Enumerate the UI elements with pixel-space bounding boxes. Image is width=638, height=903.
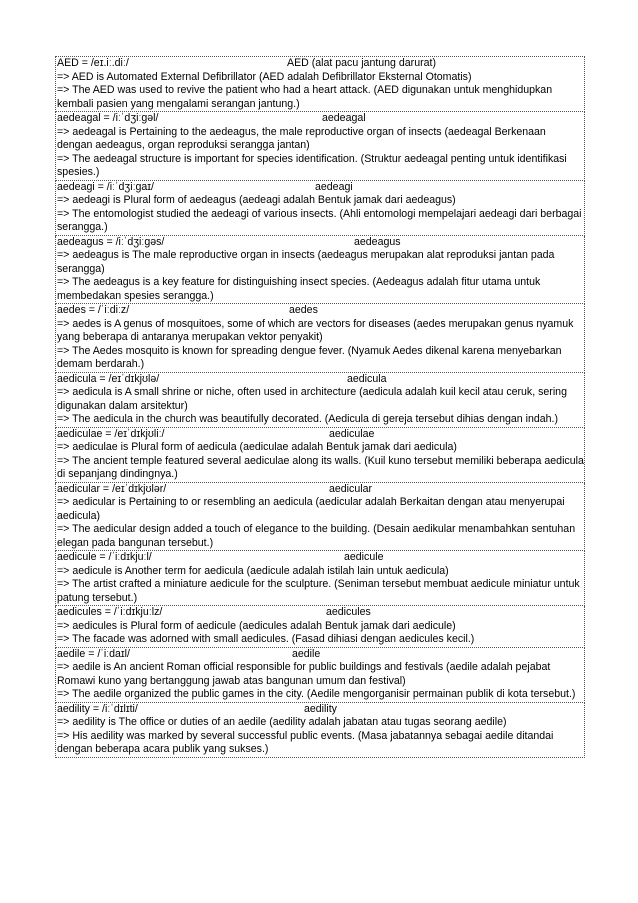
entry-word: aedeagal xyxy=(322,112,366,124)
entry-header xyxy=(57,57,584,71)
entry-example: => The aedicular design added a touch of elegance to the building. (Desain aedikular menambahkan sentuhan elegan pada bangunan tersebut.) xyxy=(57,523,576,549)
entry-example: => The ancient temple featured several aediculae along its walls. (Kuil kuno tersebut memiliki beberapa aedicula di sepanjang dindingnya.) xyxy=(57,454,584,480)
entry-header xyxy=(57,428,584,442)
entry-example: => The AED was used to revive the patient who had a heart attack. (AED digunakan untuk menghidupkan kembali pasien yang mengalami serangan jantung.) xyxy=(57,84,553,110)
entry-word: aedeagus xyxy=(354,235,401,248)
entry-aediculae xyxy=(55,428,585,483)
entry-pronunciation: aedicular = /eɪˈdɪkjʊlər/ xyxy=(57,482,167,495)
entry-pronunciation: aedile = /ˈiːdaɪl/ xyxy=(57,647,130,660)
entry-aed xyxy=(55,57,585,112)
entry-definition: => aedile is An ancient Roman official responsible for public buildings and festivals (aedile adalah pejabat Romawi kuno yang bertanggung jawab atas bangunan umum dan festival) xyxy=(57,661,551,687)
entry-example: => The facade was adorned with small aedicules. (Fasad dihiasi dengan aedicules kecil.) xyxy=(57,633,475,645)
entry-header xyxy=(57,551,584,565)
entry-aedeagus xyxy=(55,236,585,305)
entry-word: aedes xyxy=(289,304,318,316)
entry-header xyxy=(57,112,584,126)
entry-definition: => aedicular is Pertaining to or resembling an aedicula (aedicular adalah Berkaitan dengan atau menyerupai aedicula) xyxy=(57,496,565,522)
entry-aedile xyxy=(55,648,585,703)
entry-definition: => AED is Automated External Defibrillator (AED adalah Defibrillator Eksternal Otomatis) xyxy=(57,70,472,83)
entry-pronunciation: aedeagal = /iːˈdʒiːɡəl/ xyxy=(57,112,159,124)
entry-example: => The entomologist studied the aedeagi of various insects. (Ahli entomologi mempelajari aedeagi dari berbagai serangga.) xyxy=(57,207,582,233)
entry-example: => The aedile organized the public games in the city. (Aedile mengorganisir permainan publik di kota tersebut.) xyxy=(57,688,576,700)
entry-example: => The Aedes mosquito is known for spreading dengue fever. (Nyamuk Aedes dikenal karena menyebarkan demam berdarah.) xyxy=(57,344,562,370)
entry-example: => His aedility was marked by several successful public events. (Masa jabatannya sebagai aedile ditandai dengan beberapa acara publik yang sukses.) xyxy=(57,729,554,755)
entry-aedes xyxy=(55,304,585,373)
entry-aedility xyxy=(55,703,585,758)
glossary-table xyxy=(55,56,585,758)
entry-definition: => aedicule is Another term for aedicula (aedicule adalah istilah lain untuk aedicula) xyxy=(57,564,449,577)
entry-word: aedeagi xyxy=(315,180,353,193)
entry-pronunciation: aedicula = /eɪˈdɪkjʊlə/ xyxy=(57,372,160,385)
entry-aedicule xyxy=(55,551,585,606)
entry-header xyxy=(57,181,584,195)
entry-word: AED (alat pacu jantung darurat) xyxy=(287,57,436,69)
entry-definition: => aedeagal is Pertaining to the aedeagus, the male reproductive organ of insects (aedeagal Berkenaan dengan aedeagus, organ reproduksi serangga jantan) xyxy=(57,125,546,151)
entry-example: => The aedeagal structure is important for species identification. (Struktur aedeagal penting untuk identifikasi spesies.) xyxy=(57,152,567,178)
entry-header xyxy=(57,606,584,620)
entry-pronunciation: aedicule = /ˈiːdɪkjuːl/ xyxy=(57,551,152,563)
entry-aedicula xyxy=(55,373,585,428)
entry-word: aedicule xyxy=(344,551,384,563)
entry-word: aedicula xyxy=(347,372,387,385)
entry-word: aediculae xyxy=(329,427,375,440)
entry-aedicular xyxy=(55,483,585,552)
entry-header xyxy=(57,373,584,387)
entry-header xyxy=(57,703,584,717)
entry-definition: => aedility is The office or duties of an aedile (aedility adalah jabatan atau tugas seorang aedile) xyxy=(57,716,507,728)
entry-definition: => aedes is A genus of mosquitoes, some of which are vectors for diseases (aedes merupakan genus nyamuk yang beberapa di antaranya merupakan vektor penyakit) xyxy=(57,317,574,343)
entry-definition: => aedicules is Plural form of aedicule (aedicules adalah Bentuk jamak dari aedicule) xyxy=(57,619,456,632)
entry-header xyxy=(57,304,584,318)
entry-definition: => aedeagi is Plural form of aedeagus (aedeagi adalah Bentuk jamak dari aedeagus) xyxy=(57,194,456,206)
entry-aedeagi xyxy=(55,181,585,236)
entry-pronunciation: aedes = /ˈiːdiːz/ xyxy=(57,304,130,316)
entry-pronunciation: aedicules = /ˈiːdɪkjuːlz/ xyxy=(57,606,163,618)
entry-pronunciation: aedility = /iːˈdɪlɪti/ xyxy=(57,702,138,715)
entry-example: => The artist crafted a miniature aedicule for the sculpture. (Seniman tersebut membuat aedicule miniatur untuk patung tersebut.) xyxy=(57,578,580,604)
entry-aedicules xyxy=(55,606,585,648)
entry-example: => The aedicula in the church was beautifully decorated. (Aedicula di gereja tersebut dihias dengan indah.) xyxy=(57,413,558,425)
entry-aedeagal xyxy=(55,112,585,181)
entry-pronunciation: AED = /eɪ.iː.diː/ xyxy=(57,57,129,69)
entry-header xyxy=(57,236,584,250)
entry-pronunciation: aediculae = /eɪˈdɪkjʊliː/ xyxy=(57,427,165,440)
entry-definition: => aediculae is Plural form of aedicula (aediculae adalah Bentuk jamak dari aedicula) xyxy=(57,441,457,453)
entry-pronunciation: aedeagi = /iːˈdʒiːɡaɪ/ xyxy=(57,180,155,193)
entry-example: => The aedeagus is a key feature for distinguishing insect species. (Aedeagus adalah fitur utama untuk membedakan spesies serangga.) xyxy=(57,276,541,302)
entry-word: aedile xyxy=(292,647,321,660)
entry-header xyxy=(57,648,584,662)
entry-word: aedicular xyxy=(329,482,372,495)
entry-word: aedicules xyxy=(326,606,371,618)
entry-pronunciation: aedeagus = /iːˈdʒiːɡəs/ xyxy=(57,235,165,248)
entry-header xyxy=(57,483,584,497)
entry-word: aedility xyxy=(304,702,337,715)
entry-definition: => aedeagus is The male reproductive organ in insects (aedeagus merupakan alat reproduksi jantan pada serangga) xyxy=(57,249,555,275)
entry-definition: => aedicula is A small shrine or niche, often used in architecture (aedicula adalah kuil kecil atau ceruk, sering digunakan dalam arsitektur) xyxy=(57,386,567,412)
